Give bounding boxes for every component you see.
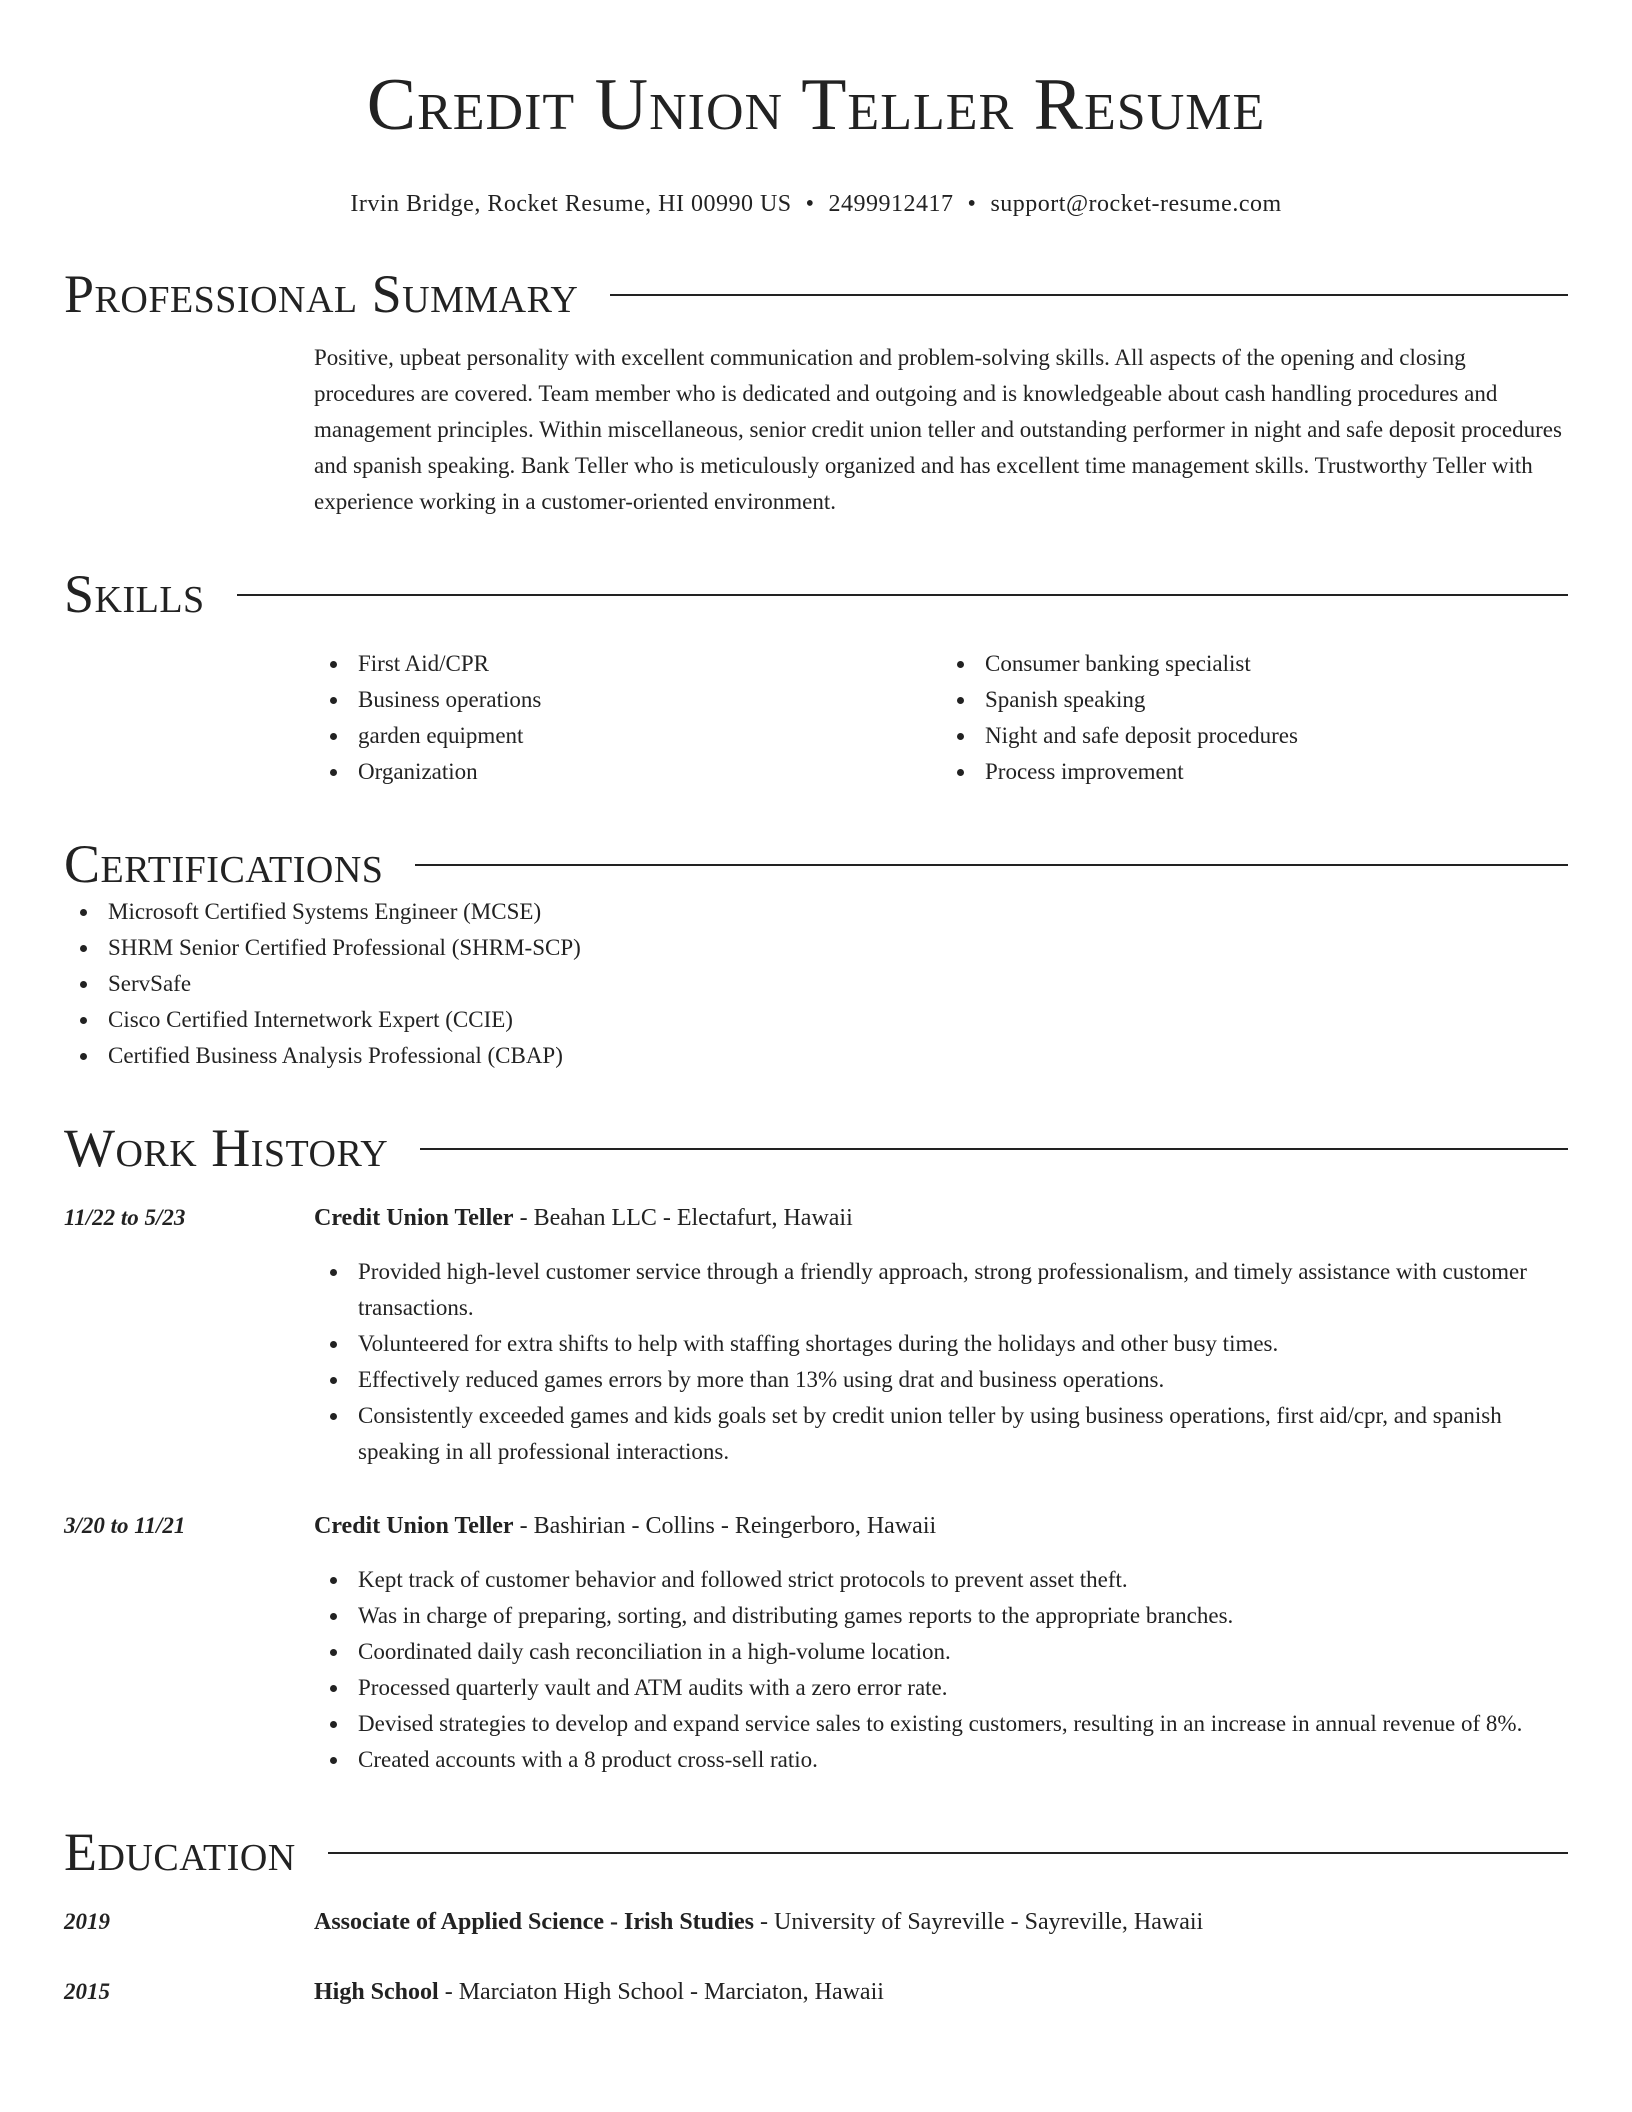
job-dates: 11/22 to 5/23 [64,1205,186,1230]
skill-item: Night and safe deposit procedures [941,718,1568,754]
certification-item: ServSafe [64,966,1568,1002]
job-bullet: Kept track of customer behavior and followed strict protocols to prevent asset theft. [314,1562,1568,1598]
section-header-certifications [64,834,1568,894]
section-title-summary: Professional Summary [64,264,579,324]
education-heading [314,1904,1203,1940]
skill-item: Consumer banking specialist [941,646,1568,682]
certification-item: Microsoft Certified Systems Engineer (MCSE) [64,894,1568,930]
job-dates: 3/20 to 11/21 [64,1513,186,1538]
skills-list-right [941,646,1568,790]
section-divider [415,864,1568,866]
job-bullet: Created accounts with a 8 product cross-sell ratio. [314,1742,1568,1778]
education-degree: High School [314,1979,439,2005]
skills-grid [314,646,1568,790]
job-body [314,1508,1568,1778]
job-employer: - Bashirian - Collins - Reingerboro, Hawaii [513,1513,937,1539]
certification-item: Certified Business Analysis Professional (CBAP) [64,1038,1568,1074]
summary-text: Positive, upbeat personality with excellent communication and problem-solving skills. All aspects of the opening and closing procedures are covered. Team member who is dedicated and outgoing and is knowledgeable about cash handling procedures and management principles. Within miscellaneous, senior credit union teller and outstanding performer in night and safe deposit procedures and spanish speaking. Bank Teller who is meticulously organized and has excellent time management skills. Trustworthy Teller with experience working in a customer-oriented environment. [314,345,1562,514]
skill-item: Organization [314,754,941,790]
job-bullet: Was in charge of preparing, sorting, and distributing games reports to the appropriate branches. [314,1598,1568,1634]
education-school: - University of Sayreville - Sayreville, Hawaii [754,1909,1204,1935]
job-bullet: Consistently exceeded games and kids goals set by credit union teller by using business operations, first aid/cpr, and spanish speaking in all professional interactions. [314,1398,1568,1470]
section-divider [610,294,1568,296]
job-bullets [314,1562,1568,1778]
education-year: 2019 [64,1909,110,1934]
contact-address: Irvin Bridge, Rocket Resume, HI 00990 US [350,191,792,217]
section-header-work-history [64,1118,1568,1178]
job-bullets [314,1254,1568,1470]
skill-item: First Aid/CPR [314,646,941,682]
section-title-certifications: Certifications [64,834,384,894]
job-title: Credit Union Teller [314,1513,514,1539]
education-entry [64,1974,1568,2010]
education-entry [64,1904,1568,1940]
education-heading [314,1974,884,2010]
job-body [314,1200,1568,1470]
education-degree: Associate of Applied Science - Irish Studies [314,1909,755,1935]
contact-phone: 2499912417 [828,191,954,217]
contact-separator: • [967,191,977,217]
certification-item: SHRM Senior Certified Professional (SHRM-SCP) [64,930,1568,966]
job-bullet: Devised strategies to develop and expand service sales to existing customers, resulting in an increase in annual revenue of 8%. [314,1706,1568,1742]
section-title-education: Education [64,1822,296,1882]
job-heading [314,1508,1568,1544]
resume-title: Credit Union Teller Resume [366,64,1266,146]
section-header-summary [64,264,1568,324]
job-title: Credit Union Teller [314,1205,514,1231]
certification-item: Cisco Certified Internetwork Expert (CCIE) [64,1002,1568,1038]
skill-item: Business operations [314,682,941,718]
skill-item: Process improvement [941,754,1568,790]
section-header-skills [64,564,1568,624]
section-title-skills: Skills [64,564,205,624]
job-bullet: Processed quarterly vault and ATM audits with a zero error rate. [314,1670,1568,1706]
job-entry [64,1508,1568,1778]
contact-line [64,188,1568,220]
education-year: 2015 [64,1979,110,2004]
job-bullet: Volunteered for extra shifts to help with staffing shortages during the holidays and other busy times. [314,1326,1568,1362]
job-bullet: Provided high-level customer service through a friendly approach, strong professionalism, and timely assistance with customer transactions. [314,1254,1568,1326]
job-heading [314,1200,1568,1236]
skills-list-left [314,646,941,790]
contact-separator: • [805,191,815,217]
job-bullet: Coordinated daily cash reconciliation in a high-volume location. [314,1634,1568,1670]
job-bullet: Effectively reduced games errors by more than 13% using drat and business operations. [314,1362,1568,1398]
section-header-education [64,1822,1568,1882]
skill-item: Spanish speaking [941,682,1568,718]
section-divider [328,1852,1568,1854]
section-divider [237,594,1568,596]
job-entry [64,1200,1568,1470]
contact-email[interactable]: support@rocket-resume.com [990,191,1282,217]
job-employer: - Beahan LLC - Electafurt, Hawaii [513,1205,853,1231]
skill-item: garden equipment [314,718,941,754]
certifications-list [64,894,1568,1074]
section-divider [420,1148,1568,1150]
section-title-work-history: Work History [64,1118,389,1178]
education-school: - Marciaton High School - Marciaton, Hawaii [438,1979,884,2005]
